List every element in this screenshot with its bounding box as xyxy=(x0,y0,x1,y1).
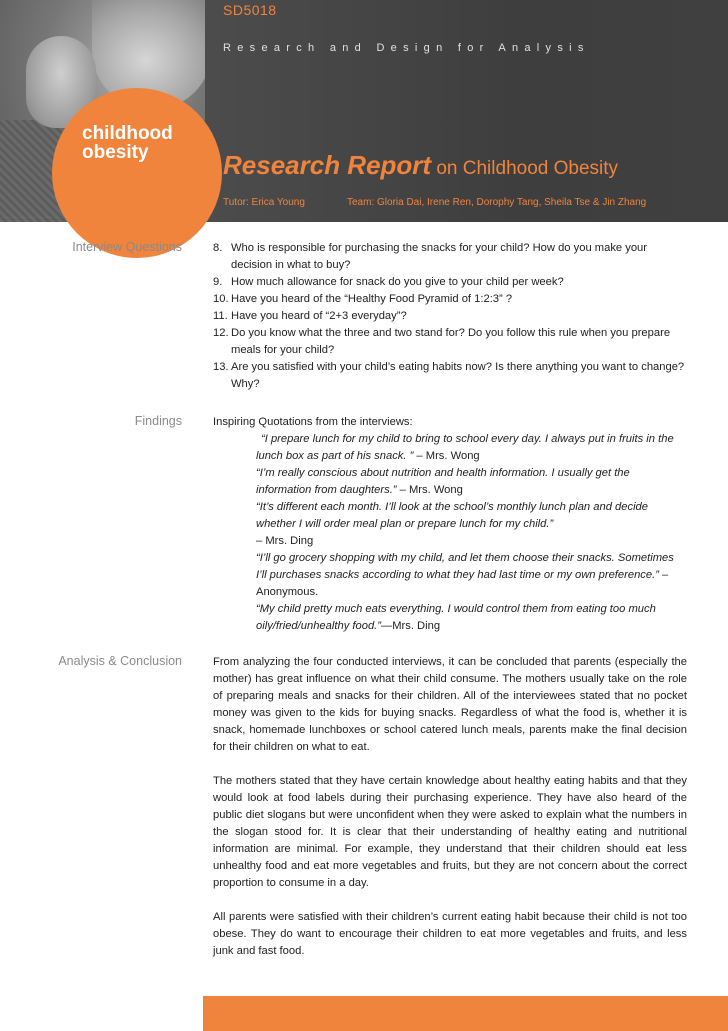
quote-attribution: – Mrs. Ding xyxy=(256,535,314,547)
question-text: Who is responsible for purchasing the snacks for your child? How do you make your decision in what to buy? xyxy=(231,242,648,271)
quote-text: “It’s different each month. I’ll look at the school’s monthly lunch plan and decide whether I will order meal plan or prepare lunch for my child.” xyxy=(256,501,648,530)
interview-questions xyxy=(213,240,687,393)
quote-attribution: – Anonymous. xyxy=(256,569,669,598)
header-dark-panel xyxy=(205,0,728,222)
question-text: Have you heard of “2+3 everyday”? xyxy=(231,310,407,322)
question-number: 9. xyxy=(213,276,223,288)
course-name: Research and Design for Analysis xyxy=(223,42,590,54)
quotation-list xyxy=(213,431,687,635)
question-item xyxy=(213,274,687,291)
quote-item xyxy=(256,431,687,465)
logo-circle xyxy=(52,88,222,258)
question-number: 10. xyxy=(213,293,229,305)
question-list xyxy=(213,240,687,393)
analysis-paragraph: All parents were satisfied with their children’s current eating habit because their child is not too obese. They do want to encourage their children to eat more vegetables and fruits, and less junk and fast food. xyxy=(213,911,687,957)
question-item xyxy=(213,359,687,393)
section-label-analysis: Analysis & Conclusion xyxy=(58,654,182,668)
question-item xyxy=(213,291,687,308)
section-label-findings: Findings xyxy=(134,414,182,428)
report-title-rest: on Childhood Obesity xyxy=(431,158,619,179)
findings-section xyxy=(213,414,687,635)
question-item xyxy=(213,325,687,359)
question-item xyxy=(213,308,687,325)
logo-line-2: obesity xyxy=(82,142,149,163)
question-item xyxy=(213,240,687,274)
question-text: Have you heard of the “Healthy Food Pyramid of 1:2:3” ? xyxy=(231,293,513,305)
report-title xyxy=(223,150,618,181)
quote-attribution: —Mrs. Ding xyxy=(381,620,441,632)
quote-text: “My child pretty much eats everything. I would control them from eating too much oily/fried/unhealthy food.” xyxy=(256,603,656,632)
question-text: Are you satisfied with your child’s eating habits now? Is there anything you want to change? Why? xyxy=(231,361,685,390)
quote-text: “I’m really conscious about nutrition and health information. I usually get the information from daughters.” xyxy=(256,467,630,496)
section-label-interview: Interview Questions xyxy=(72,240,182,254)
question-number: 11. xyxy=(213,310,228,322)
quote-text: “I prepare lunch for my child to bring to school every day. I always put in fruits in the lunch box as part of his snack. ” xyxy=(256,433,674,462)
childhood-obesity-logo xyxy=(82,124,173,162)
quote-text: “I’ll go grocery shopping with my child, and let them choose their snacks. Sometimes I’ll purchases snacks according to what they had last time or my own preference.” xyxy=(256,552,674,581)
findings-intro: Inspiring Quotations from the interviews: xyxy=(213,416,413,428)
report-header xyxy=(0,0,728,222)
question-text: Do you know what the three and two stand for? Do you follow this rule when you prepare meals for your child? xyxy=(231,327,671,356)
question-number: 12. xyxy=(213,327,229,339)
quote-item xyxy=(256,601,687,635)
quote-attribution: – Mrs. Wong xyxy=(396,484,463,496)
course-code: SD5018 xyxy=(223,2,277,18)
question-number: 13. xyxy=(213,361,229,373)
team-line: Team: Gloria Dai, Irene Ren, Dorophy Tang, Sheila Tse & Jin Zhang xyxy=(347,197,647,208)
analysis-section xyxy=(213,654,687,960)
quote-item xyxy=(256,550,687,601)
question-text: How much allowance for snack do you give to your child per week? xyxy=(231,276,564,288)
analysis-paragraph: The mothers stated that they have certain knowledge about healthy eating habits and that they would look at food labels during their purchasing experience. They have also heard of the public diet slogans but were unconfident when they were asked to explain what the numbers in the slogan stood for. It is clear that their understanding of healthy eating and nutritional information are minimal. For example, they understand that their children should eat less unhealthy food and eat more vegetables and fruits, but they are not concern about the correct proportion to consume in a day. xyxy=(213,775,687,889)
quote-item xyxy=(256,465,687,499)
logo-line-1: childhood xyxy=(82,123,173,144)
quote-item xyxy=(256,499,687,550)
tutor-line: Tutor: Erica Young xyxy=(223,197,305,208)
footer-accent-bar xyxy=(203,996,728,1031)
report-title-strong: Research Report xyxy=(223,150,432,180)
analysis-paragraph: From analyzing the four conducted interviews, it can be concluded that parents (especially the mother) has great influence on what their child consume. The mothers usually take on the role of preparing meals and snacks for their children. All of the interviewees stated that no pocket money was given to the kids for buying snacks. Regardless of what the food is, whether it is snack, homemade lunchboxes or school catered lunch meals, parents make the final decision for their children on what to eat. xyxy=(213,656,687,753)
quote-attribution: – Mrs. Wong xyxy=(413,450,480,462)
question-number: 8. xyxy=(213,242,223,254)
